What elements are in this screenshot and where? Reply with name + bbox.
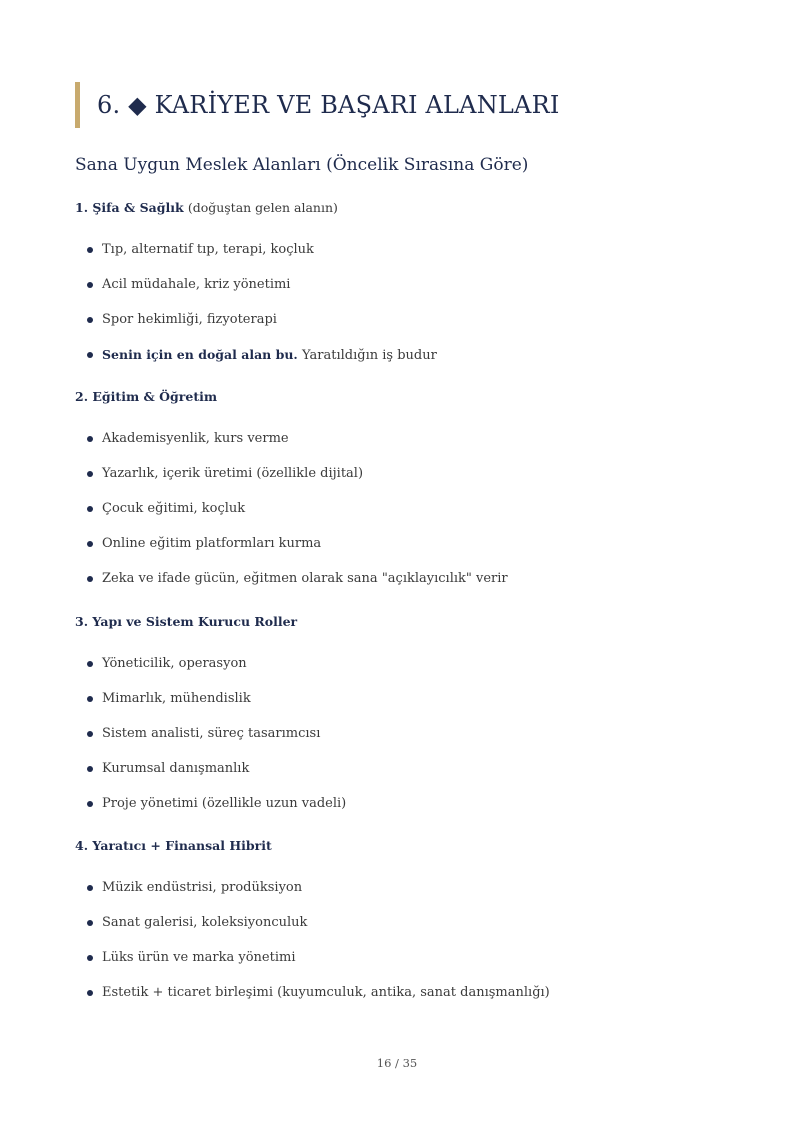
list-item-text: Akademisyenlik, kurs verme (102, 431, 289, 446)
bullet-icon (87, 471, 93, 477)
list-item-emphasis (75, 345, 735, 380)
list-item (75, 569, 735, 604)
list-item (75, 913, 735, 948)
group-heading (75, 387, 735, 408)
list-item-text: Kurumsal danışmanlık (102, 761, 250, 776)
list-item (75, 794, 735, 829)
list-item (75, 310, 735, 345)
emphasis-rest-text: Yaratıldığın iş budur (301, 348, 437, 363)
emphasis-text: Senin için en doğal alan bu. (102, 347, 298, 362)
list-item-text: Tıp, alternatif tıp, terapi, koçluk (102, 242, 314, 257)
section-title: Sana Uygun Meslek Alanları (Öncelik Sırasına Göre) (75, 155, 529, 175)
bullet-icon (87, 282, 93, 288)
bullet-icon (87, 990, 93, 996)
group-heading-note: (doğuştan gelen alanın) (187, 200, 338, 215)
career-list (75, 654, 735, 829)
bullet-icon (87, 317, 93, 323)
list-item-text: Mimarlık, mühendislik (102, 691, 251, 706)
bullet-icon (87, 661, 93, 667)
list-item (75, 759, 735, 794)
career-group-healing (75, 198, 735, 380)
list-item-text: Online eğitim platformları kurma (102, 536, 322, 551)
bullet-icon (87, 801, 93, 807)
career-group-systems (75, 612, 735, 829)
list-item-text: Sistem analisti, süreç tasarımcısı (102, 726, 321, 741)
list-item-text: Lüks ürün ve marka yönetimi (102, 950, 296, 965)
group-heading-title: 3. Yapı ve Sistem Kurucu Roller (75, 614, 298, 629)
group-heading (75, 612, 735, 633)
group-heading-title: 1. Şifa & Sağlık (75, 200, 184, 215)
list-item-text: Yöneticilik, operasyon (102, 656, 247, 671)
group-heading-title: 4. Yaratıcı + Finansal Hibrit (75, 838, 272, 853)
list-item (75, 534, 735, 569)
bullet-icon (87, 247, 93, 253)
chapter-heading (75, 82, 715, 128)
list-item-text: Zeka ve ifade gücün, eğitmen olarak sana "açıklayıcılık" verir (102, 571, 508, 586)
career-group-education (75, 387, 735, 604)
list-item-text: Sanat galerisi, koleksiyonculuk (102, 915, 308, 930)
list-item-text: Yazarlık, içerik üretimi (özellikle dijital) (102, 466, 364, 481)
bullet-icon (87, 506, 93, 512)
bullet-icon (87, 885, 93, 891)
list-item (75, 499, 735, 534)
bullet-icon (87, 436, 93, 442)
bullet-icon (87, 576, 93, 582)
list-item (75, 275, 735, 310)
list-item (75, 654, 735, 689)
bullet-icon (87, 955, 93, 961)
list-item-text: Acil müdahale, kriz yönetimi (102, 277, 291, 292)
list-item (75, 240, 735, 275)
list-item (75, 689, 735, 724)
list-item-text: Müzik endüstrisi, prodüksiyon (102, 880, 303, 895)
career-list (75, 240, 735, 380)
list-item (75, 464, 735, 499)
list-item-text: Estetik + ticaret birleşimi (kuyumculuk, antika, sanat danışmanlığı) (102, 985, 550, 1000)
chapter-title: 6. ◆ KARİYER VE BAŞARI ALANLARI (97, 91, 560, 119)
list-item-text: Proje yönetimi (özellikle uzun vadeli) (102, 796, 347, 811)
career-list (75, 878, 735, 1018)
group-heading-title: 2. Eğitim & Öğretim (75, 389, 218, 404)
list-item (75, 878, 735, 913)
list-item (75, 948, 735, 983)
list-item-text: Spor hekimliği, fizyoterapi (102, 312, 277, 327)
bullet-icon (87, 352, 93, 358)
career-group-creative-finance (75, 836, 735, 1018)
list-item-text: Çocuk eğitimi, koçluk (102, 501, 246, 516)
bullet-icon (87, 920, 93, 926)
bullet-icon (87, 696, 93, 702)
bullet-icon (87, 731, 93, 737)
list-item (75, 983, 735, 1018)
list-item (75, 429, 735, 464)
page-number: 16 / 35 (376, 1056, 418, 1070)
group-heading (75, 198, 735, 219)
career-list (75, 429, 735, 604)
group-heading (75, 836, 735, 857)
list-item (75, 724, 735, 759)
bullet-icon (87, 541, 93, 547)
bullet-icon (87, 766, 93, 772)
